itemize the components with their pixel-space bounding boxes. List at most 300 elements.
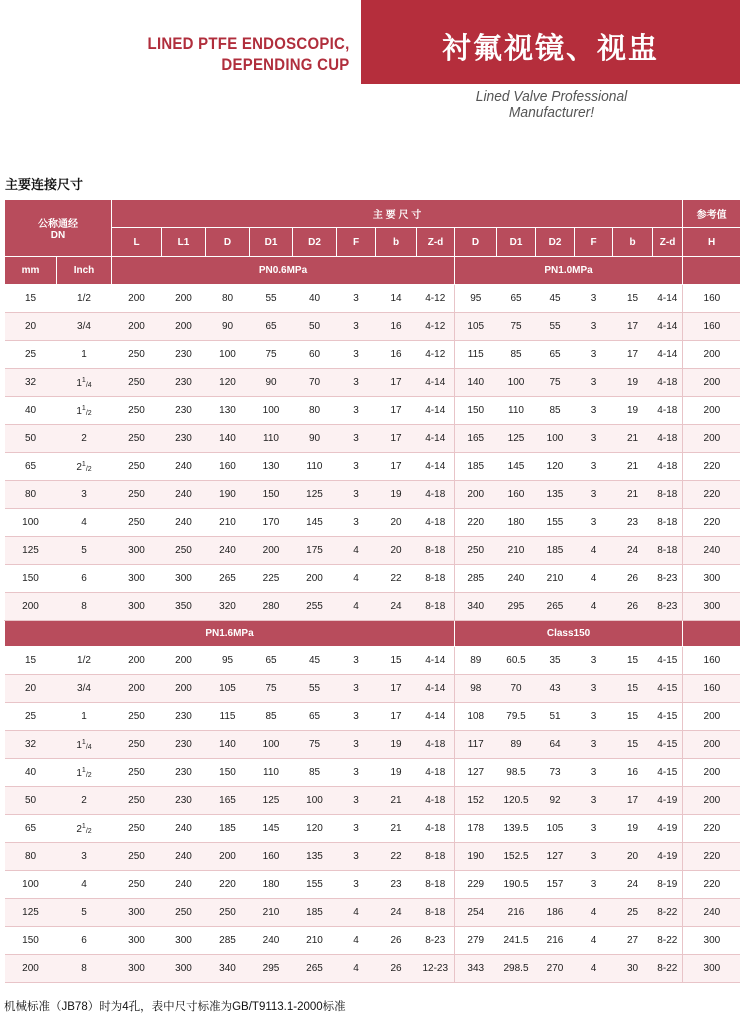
cell-value: 3 xyxy=(337,285,376,313)
header-banner-left xyxy=(0,0,358,84)
cell-value: 300 xyxy=(112,593,162,621)
cell-value: 160 xyxy=(250,843,293,871)
cell-value: 250 xyxy=(112,341,162,369)
cell-value: 250 xyxy=(112,815,162,843)
cell-value: 230 xyxy=(162,397,206,425)
cell-value: 230 xyxy=(162,703,206,731)
cell-value: 4-14 xyxy=(417,369,455,397)
cell-value: 3 xyxy=(337,369,376,397)
cell-value: 210 xyxy=(206,509,250,537)
cell-value: 3 xyxy=(575,285,613,313)
cell-value: 8-18 xyxy=(417,871,455,899)
cell-value: 4 xyxy=(575,593,613,621)
cell-dn-mm: 200 xyxy=(5,955,57,983)
column-header: b xyxy=(376,228,417,257)
cell-value: 295 xyxy=(497,593,536,621)
cell-value: 26 xyxy=(613,565,653,593)
cell-value: 200 xyxy=(683,787,740,815)
cell-value: 4-18 xyxy=(417,787,455,815)
cell-value: 17 xyxy=(376,675,417,703)
cell-value: 150 xyxy=(206,759,250,787)
cell-value: 89 xyxy=(455,647,497,675)
cell-value: 8-18 xyxy=(417,899,455,927)
cell-value: 4 xyxy=(575,537,613,565)
cell-value: 185 xyxy=(206,815,250,843)
cell-value: 250 xyxy=(112,369,162,397)
cell-value: 300 xyxy=(683,593,740,621)
cell-dn-mm: 80 xyxy=(5,843,57,871)
cell-value: 65 xyxy=(497,285,536,313)
cell-value: 8-18 xyxy=(417,593,455,621)
column-header: L1 xyxy=(162,228,206,257)
cell-value: 15 xyxy=(613,675,653,703)
cell-value: 8-18 xyxy=(417,537,455,565)
column-header: H xyxy=(683,228,740,257)
table-row xyxy=(5,453,740,481)
cell-value: 25 xyxy=(613,899,653,927)
cell-value: 3 xyxy=(575,481,613,509)
table-row xyxy=(5,731,740,759)
cell-dn-inch: 8 xyxy=(57,955,112,983)
cell-dn-mm: 25 xyxy=(5,341,57,369)
cell-value: 4-18 xyxy=(417,731,455,759)
cell-value: 4-12 xyxy=(417,341,455,369)
table-row xyxy=(5,927,740,955)
cell-value: 250 xyxy=(162,537,206,565)
cell-value: 4-14 xyxy=(653,285,683,313)
cell-value: 3 xyxy=(337,815,376,843)
cell-value: 4-18 xyxy=(653,369,683,397)
cell-value: 200 xyxy=(206,843,250,871)
cell-value: 4 xyxy=(575,955,613,983)
cell-value: 80 xyxy=(293,397,337,425)
cell-value: 220 xyxy=(206,871,250,899)
cell-dn-inch: 3/4 xyxy=(57,313,112,341)
cell-value: 155 xyxy=(536,509,575,537)
cell-dn-mm: 100 xyxy=(5,509,57,537)
cell-value: 65 xyxy=(250,313,293,341)
table-row xyxy=(5,647,740,675)
cell-value: 127 xyxy=(536,843,575,871)
cell-value: 4-19 xyxy=(653,843,683,871)
cell-value: 135 xyxy=(536,481,575,509)
unit-inch-header: Inch xyxy=(57,257,112,285)
cell-value: 130 xyxy=(250,453,293,481)
cell-value: 3 xyxy=(337,843,376,871)
cell-value: 200 xyxy=(112,675,162,703)
cell-value: 4-12 xyxy=(417,313,455,341)
cell-value: 300 xyxy=(683,565,740,593)
cell-value: 17 xyxy=(613,787,653,815)
cell-value: 130 xyxy=(206,397,250,425)
column-header: Z-d xyxy=(417,228,455,257)
cell-value: 8-18 xyxy=(417,565,455,593)
cell-value: 4 xyxy=(337,899,376,927)
cell-value: 178 xyxy=(455,815,497,843)
cell-dn-mm: 150 xyxy=(5,927,57,955)
cell-value: 240 xyxy=(162,481,206,509)
product-title-en xyxy=(148,33,350,75)
cell-value: 15 xyxy=(613,703,653,731)
cell-value: 4 xyxy=(575,899,613,927)
cell-value: 20 xyxy=(376,537,417,565)
cell-value: 285 xyxy=(455,565,497,593)
cell-value: 100 xyxy=(250,731,293,759)
cell-value: 160 xyxy=(683,285,740,313)
cell-dn-inch: 4 xyxy=(57,871,112,899)
cell-value: 200 xyxy=(162,313,206,341)
cell-value: 4-18 xyxy=(653,397,683,425)
cell-value: 120 xyxy=(293,815,337,843)
cell-value: 43 xyxy=(536,675,575,703)
cell-value: 285 xyxy=(206,927,250,955)
cell-value: 24 xyxy=(613,871,653,899)
cell-value: 241.5 xyxy=(497,927,536,955)
cell-value: 186 xyxy=(536,899,575,927)
cell-value: 115 xyxy=(206,703,250,731)
cell-value: 3 xyxy=(337,397,376,425)
cell-value: 216 xyxy=(497,899,536,927)
cell-value: 200 xyxy=(293,565,337,593)
table-row xyxy=(5,899,740,927)
cell-value: 85 xyxy=(250,703,293,731)
cell-value: 300 xyxy=(162,565,206,593)
cell-value: 185 xyxy=(536,537,575,565)
cell-value: 300 xyxy=(112,537,162,565)
cell-value: 15 xyxy=(613,731,653,759)
cell-value: 17 xyxy=(376,703,417,731)
cell-value: 220 xyxy=(683,509,740,537)
column-header: D xyxy=(455,228,497,257)
cell-value: 4-15 xyxy=(653,647,683,675)
dn-header-line1: 公称通经 xyxy=(38,219,78,230)
cell-value: 4 xyxy=(575,565,613,593)
cell-value: 200 xyxy=(112,647,162,675)
cell-value: 4-19 xyxy=(653,787,683,815)
cell-value: 300 xyxy=(112,899,162,927)
cell-value: 200 xyxy=(455,481,497,509)
cell-value: 75 xyxy=(536,369,575,397)
cell-value: 240 xyxy=(683,537,740,565)
cell-value: 3 xyxy=(337,341,376,369)
cell-value: 20 xyxy=(376,509,417,537)
cell-value: 117 xyxy=(455,731,497,759)
cell-value: 230 xyxy=(162,369,206,397)
cell-value: 250 xyxy=(455,537,497,565)
slogan-line2: Manufacturer! xyxy=(508,104,595,121)
cell-value: 300 xyxy=(112,927,162,955)
cell-value: 240 xyxy=(683,899,740,927)
cell-value: 16 xyxy=(376,313,417,341)
cell-value: 120.5 xyxy=(497,787,536,815)
dn-header xyxy=(5,200,112,257)
cell-value: 8-23 xyxy=(417,927,455,955)
cell-value: 4-14 xyxy=(417,453,455,481)
cell-value: 65 xyxy=(250,647,293,675)
cell-value: 300 xyxy=(112,955,162,983)
cell-value: 8-18 xyxy=(417,843,455,871)
cell-value: 210 xyxy=(293,927,337,955)
cell-value: 3 xyxy=(575,871,613,899)
cell-value: 200 xyxy=(162,675,206,703)
footnote: 机械标准（JB78）时为4孔，表中尺寸标准为GB/T9113.1-2000标准 xyxy=(4,1001,346,1013)
cell-value: 155 xyxy=(293,871,337,899)
cell-value: 157 xyxy=(536,871,575,899)
cell-dn-inch: 4 xyxy=(57,509,112,537)
pressure-label-right: PN1.0MPa xyxy=(455,257,683,285)
cell-value: 22 xyxy=(376,565,417,593)
header-banner-red xyxy=(361,0,740,84)
ref-header: 参考值 xyxy=(683,200,740,228)
table-group-pn16-class150 xyxy=(5,647,740,983)
cell-dn-inch: $1^1/4$ xyxy=(57,731,112,759)
cell-value: 240 xyxy=(250,927,293,955)
cell-value: 4-14 xyxy=(417,397,455,425)
cell-value: 89 xyxy=(497,731,536,759)
table-row xyxy=(5,815,740,843)
cell-dn-inch: 5 xyxy=(57,537,112,565)
cell-value: 40 xyxy=(293,285,337,313)
table-row xyxy=(5,871,740,899)
cell-value: 175 xyxy=(293,537,337,565)
cell-value: 170 xyxy=(250,509,293,537)
dn-header-line2: DN xyxy=(50,230,66,241)
cell-value: 8-18 xyxy=(653,509,683,537)
cell-value: 4-18 xyxy=(417,759,455,787)
cell-dn-mm: 15 xyxy=(5,647,57,675)
cell-value: 3 xyxy=(575,815,613,843)
cell-value: 90 xyxy=(206,313,250,341)
cell-value: 4 xyxy=(337,565,376,593)
group-divider xyxy=(5,621,740,647)
cell-value: 17 xyxy=(376,453,417,481)
pressure-label-right: Class150 xyxy=(455,621,683,647)
cell-value: 190 xyxy=(206,481,250,509)
cell-value: 230 xyxy=(162,341,206,369)
cell-value: 8-18 xyxy=(653,537,683,565)
cell-value: 4-18 xyxy=(417,509,455,537)
cell-value: 65 xyxy=(293,703,337,731)
cell-value: 200 xyxy=(683,425,740,453)
cell-value: 145 xyxy=(250,815,293,843)
cell-value: 3 xyxy=(575,509,613,537)
cell-value: 8-22 xyxy=(653,955,683,983)
cell-value: 125 xyxy=(250,787,293,815)
cell-value: 216 xyxy=(536,927,575,955)
column-header: Z-d xyxy=(653,228,683,257)
cell-value: 229 xyxy=(455,871,497,899)
cell-value: 90 xyxy=(293,425,337,453)
table-header xyxy=(5,200,740,285)
cell-value: 165 xyxy=(455,425,497,453)
cell-value: 85 xyxy=(293,759,337,787)
cell-value: 115 xyxy=(455,341,497,369)
cell-value: 3 xyxy=(575,313,613,341)
cell-value: 26 xyxy=(376,927,417,955)
cell-value: 17 xyxy=(376,369,417,397)
cell-value: 135 xyxy=(293,843,337,871)
cell-value: 3 xyxy=(337,509,376,537)
cell-dn-mm: 20 xyxy=(5,675,57,703)
cell-dn-mm: 65 xyxy=(5,453,57,481)
cell-dn-inch: 1/2 xyxy=(57,647,112,675)
cell-value: 3 xyxy=(337,871,376,899)
product-title-en-line1: LINED PTFE ENDOSCOPIC, xyxy=(148,34,350,53)
cell-value: 24 xyxy=(376,593,417,621)
cell-dn-inch: 2 xyxy=(57,425,112,453)
cell-value: 105 xyxy=(536,815,575,843)
cell-value: 4-18 xyxy=(653,425,683,453)
cell-value: 139.5 xyxy=(497,815,536,843)
cell-value: 230 xyxy=(162,787,206,815)
cell-value: 255 xyxy=(293,593,337,621)
cell-value: 64 xyxy=(536,731,575,759)
cell-dn-mm: 32 xyxy=(5,731,57,759)
cell-value: 240 xyxy=(162,843,206,871)
cell-value: 250 xyxy=(112,509,162,537)
cell-value: 4 xyxy=(337,537,376,565)
cell-value: 125 xyxy=(497,425,536,453)
cell-dn-inch: 3 xyxy=(57,481,112,509)
cell-value: 180 xyxy=(497,509,536,537)
cell-value: 24 xyxy=(613,537,653,565)
cell-value: 3 xyxy=(337,425,376,453)
cell-value: 254 xyxy=(455,899,497,927)
cell-value: 3 xyxy=(337,313,376,341)
cell-value: 26 xyxy=(376,955,417,983)
cell-value: 120 xyxy=(536,453,575,481)
cell-value: 95 xyxy=(455,285,497,313)
cell-value: 240 xyxy=(497,565,536,593)
cell-dn-inch: 6 xyxy=(57,927,112,955)
cell-value: 190.5 xyxy=(497,871,536,899)
cell-value: 152.5 xyxy=(497,843,536,871)
cell-dn-inch: 1 xyxy=(57,703,112,731)
column-header: L xyxy=(112,228,162,257)
cell-value: 150 xyxy=(250,481,293,509)
cell-value: 98.5 xyxy=(497,759,536,787)
column-header: D2 xyxy=(536,228,575,257)
cell-value: 160 xyxy=(683,313,740,341)
cell-value: 300 xyxy=(683,927,740,955)
cell-dn-mm: 15 xyxy=(5,285,57,313)
cell-value: 16 xyxy=(376,341,417,369)
dimension-table xyxy=(4,199,740,983)
ref-blank xyxy=(683,257,740,285)
cell-value: 250 xyxy=(112,731,162,759)
cell-value: 17 xyxy=(613,313,653,341)
cell-value: 225 xyxy=(250,565,293,593)
cell-value: 340 xyxy=(455,593,497,621)
cell-value: 22 xyxy=(376,843,417,871)
cell-value: 4-18 xyxy=(417,481,455,509)
cell-value: 4 xyxy=(575,927,613,955)
cell-dn-mm: 200 xyxy=(5,593,57,621)
table-group-pn06-pn10 xyxy=(5,285,740,621)
cell-dn-inch: 3 xyxy=(57,843,112,871)
cell-value: 300 xyxy=(683,955,740,983)
cell-value: 55 xyxy=(293,675,337,703)
cell-dn-inch: $2^1/2$ xyxy=(57,815,112,843)
cell-dn-inch: 8 xyxy=(57,593,112,621)
cell-value: 200 xyxy=(683,341,740,369)
cell-value: 100 xyxy=(497,369,536,397)
column-header: b xyxy=(613,228,653,257)
cell-value: 23 xyxy=(613,509,653,537)
cell-value: 220 xyxy=(683,481,740,509)
cell-value: 279 xyxy=(455,927,497,955)
section-title: 主要连接尺寸 xyxy=(5,177,84,192)
cell-value: 24 xyxy=(376,899,417,927)
cell-value: 3 xyxy=(575,341,613,369)
cell-dn-mm: 65 xyxy=(5,815,57,843)
cell-value: 200 xyxy=(250,537,293,565)
cell-value: 15 xyxy=(613,285,653,313)
cell-value: 75 xyxy=(293,731,337,759)
cell-value: 65 xyxy=(536,341,575,369)
cell-value: 95 xyxy=(206,647,250,675)
cell-dn-mm: 80 xyxy=(5,481,57,509)
cell-dn-inch: 2 xyxy=(57,787,112,815)
cell-value: 21 xyxy=(376,787,417,815)
cell-value: 230 xyxy=(162,425,206,453)
table-row xyxy=(5,369,740,397)
cell-value: 19 xyxy=(613,397,653,425)
cell-value: 4-19 xyxy=(653,815,683,843)
cell-dn-inch: $1^1/4$ xyxy=(57,369,112,397)
table-row xyxy=(5,285,740,313)
column-header: D xyxy=(206,228,250,257)
cell-value: 200 xyxy=(683,397,740,425)
cell-value: 240 xyxy=(206,537,250,565)
table-row xyxy=(5,537,740,565)
cell-dn-mm: 20 xyxy=(5,313,57,341)
cell-value: 8-23 xyxy=(653,593,683,621)
cell-value: 3 xyxy=(575,843,613,871)
cell-value: 100 xyxy=(206,341,250,369)
cell-value: 27 xyxy=(613,927,653,955)
cell-value: 4-15 xyxy=(653,675,683,703)
cell-value: 45 xyxy=(536,285,575,313)
cell-value: 75 xyxy=(497,313,536,341)
cell-value: 250 xyxy=(112,397,162,425)
cell-value: 3 xyxy=(575,675,613,703)
cell-value: 98 xyxy=(455,675,497,703)
cell-value: 55 xyxy=(250,285,293,313)
cell-value: 19 xyxy=(376,481,417,509)
cell-value: 105 xyxy=(206,675,250,703)
cell-value: 75 xyxy=(250,675,293,703)
cell-value: 300 xyxy=(112,565,162,593)
cell-value: 120 xyxy=(206,369,250,397)
cell-value: 19 xyxy=(376,759,417,787)
cell-value: 15 xyxy=(613,647,653,675)
cell-value: 8-23 xyxy=(653,565,683,593)
cell-value: 210 xyxy=(536,565,575,593)
cell-value: 15 xyxy=(376,647,417,675)
cell-value: 4-14 xyxy=(417,675,455,703)
cell-value: 160 xyxy=(683,675,740,703)
cell-value: 200 xyxy=(683,731,740,759)
cell-value: 140 xyxy=(455,369,497,397)
cell-dn-mm: 125 xyxy=(5,899,57,927)
cell-value: 3 xyxy=(337,453,376,481)
cell-value: 4-14 xyxy=(417,703,455,731)
cell-value: 8-22 xyxy=(653,899,683,927)
cell-value: 220 xyxy=(683,871,740,899)
cell-dn-mm: 150 xyxy=(5,565,57,593)
cell-value: 230 xyxy=(162,731,206,759)
